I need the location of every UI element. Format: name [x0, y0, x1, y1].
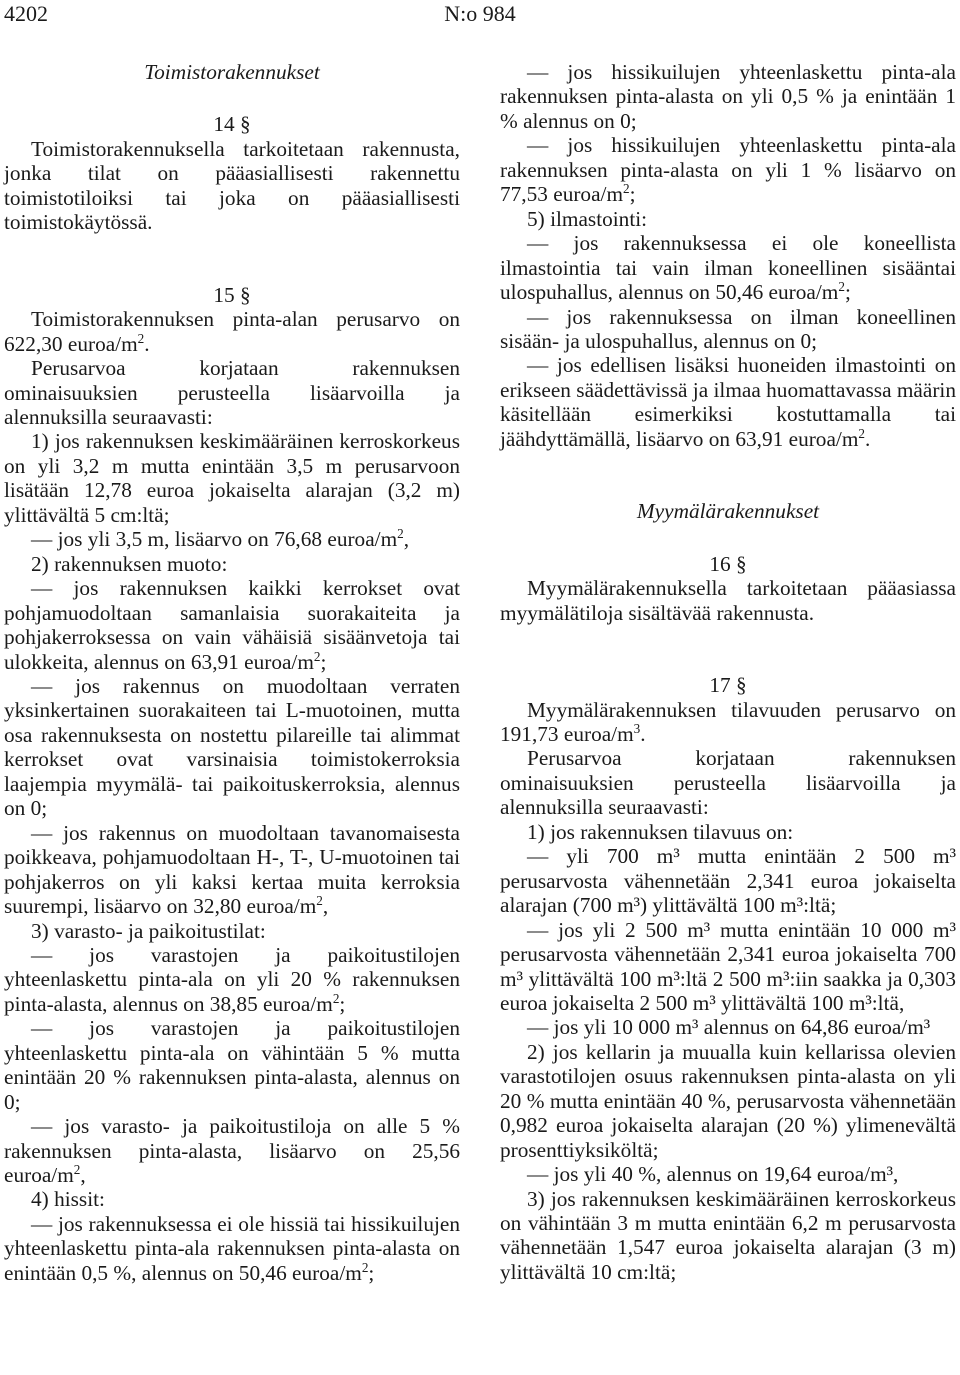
retail-item-1-sub-b: — jos yli 2 500 m³ mutta enintään 10 000 m³ perusarvosta vähennetään 2,341 euroa jokaiselta 700 m³ ylittävältä 100 m³:ltä 2 500 m³:iin saakka ja 0,303 euroa jokaiselta 2 500 m³ ylittävältä 100 m³:ltä, — [500, 917, 956, 1015]
section-17-base-value: Myymälärakennuksen tilavuuden perusarvo on 191,73 euroa/$m^3$. — [500, 697, 956, 746]
item-5-sub-b: — jos rakennuksessa on ilman koneellinen sisään- ja ulospuhallus, alennus on 0; — [500, 304, 956, 353]
retail-item-2-basement: 2) jos kellarin ja muualla kuin kellarissa olevien varastotilojen osuus rakennuksen pinta-alasta on yli 20 % mutta enintään 40 %, perusarvosta vähennetään 0,982 euroa jokaiselta alarajan (20 %) ylimenevältä prosenttiyksiköltä; — [500, 1039, 956, 1162]
item-4-elevators: 4) hissit: — [31, 1187, 105, 1212]
item-3-sub-c: — jos varasto- ja paikoitustiloja on alle 5 % rakennuksen pinta-alasta, lisäarvo on 25,56 euroa/$m^2$, — [4, 1114, 460, 1188]
section-15-base-value: Toimistorakennuksen pinta-alan perusarvo on 622,30 euroa/$m^2$. — [4, 307, 460, 356]
item-4-sub-c: — jos hissikuilujen yhteenlaskettu pinta-ala rakennuksen pinta-alasta on yli 1 % lisäarvo on 77,53 euroa/$m^2$; — [500, 133, 956, 207]
item-1-floor-height: 1) jos rakennuksen keskimääräinen kerroskorkeus on yli 3,2 m mutta enintään 3,5 m perusarvoon lisätään 12,78 euroa jokaiselta alarajan (3,2 m) ylittävältä 5 cm:ltä; — [4, 429, 460, 527]
retail-item-1-sub-c: — jos yli 10 000 m³ alennus on 64,86 euroa/m³ — [527, 1015, 931, 1040]
retail-item-3-floor-height: 3) jos rakennuksen keskimääräinen kerroskorkeus on vähintään 3 m mutta enintään 6,2 m perusarvosta vähennetään 1,547 euroa jokaiselta alarajan (3 m) ylittävältä 10 cm:ltä; — [500, 1186, 956, 1284]
retail-item-1-volume: 1) jos rakennuksen tilavuus on: — [527, 819, 794, 844]
item-1-sub-a: — jos yli 3,5 m, lisäarvo on 76,68 euroa/$m^2$, — [31, 526, 410, 552]
section-heading-retail: Myymälärakennukset — [636, 499, 820, 524]
item-5-sub-c: — jos edellisen lisäksi huoneiden ilmastointi on erikseen säädettävissä ja ilmaa huomattavassa määrin käsitellään esimerkiksi kostuttamalla tai jäähdyttämällä, lisäarvo on 63,91 euroa/$m^2$. — [500, 353, 956, 451]
section-15-intro: Perusarvoa korjataan rakennuksen ominaisuuksien perusteella lisäarvoilla ja alennuksilla seuraavasti: — [4, 356, 460, 429]
section-14-text: Toimistorakennuksella tarkoitetaan rakennusta, jonka tilat on pääasiallisesti rakennettu toimistotiloiksi tai joka on pääasiallisesti toimistokäytössä. — [4, 136, 460, 235]
item-5-sub-a: — jos rakennuksessa ei ole koneellista ilmastointia tai vain ilman koneellinen sisääntai ulospuhallus, alennus on 50,46 euroa/$m^2$; — [500, 231, 956, 305]
right-column — [500, 60, 956, 1284]
item-2-shape: 2) rakennuksen muoto: — [31, 551, 228, 576]
left-column — [4, 60, 460, 1285]
item-3-sub-a: — jos varastojen ja paikoitustilojen yhteenlaskettu pinta-ala on yli 20 % rakennuksen pinta-alasta, alennus on 38,85 euroa/$m^2$; — [4, 942, 460, 1016]
item-4-sub-a: — jos rakennuksessa ei ole hissiä tai hissikuilujen yhteenlaskettu pinta-ala rakennuksen pinta-alasta on enintään 0,5 %, alennus on 50,46 euroa/$m^2$; — [4, 1211, 460, 1285]
item-3-storage: 3) varasto- ja paikoitustilat: — [31, 918, 266, 943]
section-17-number: 17 § — [709, 673, 747, 698]
section-17-intro: Perusarvoa korjataan rakennuksen ominaisuuksien perusteella lisäarvoilla ja alennuksilla seuraavasti: — [500, 746, 956, 820]
document-number: N:o 984 — [444, 1, 516, 26]
page-number: 4202 — [4, 1, 48, 26]
item-2-sub-b: — jos rakennus on muodoltaan verraten yksinkertainen suorakaiteen tai L-muotoinen, mutta osa rakennuksesta on nostettu pilareille tai alimmat kerrokset ovat varsinaisia toimistokerroksia laajempia myymälä- tai paikoituskerroksia, alennus on 0; — [4, 673, 460, 821]
item-4-sub-b: — jos hissikuilujen yhteenlaskettu pinta-ala rakennuksen pinta-alasta on yli 0,5 % ja enintään 1 % alennus on 0; — [500, 60, 956, 133]
section-14-number: 14 § — [213, 112, 251, 137]
section-16-text: Myymälärakennuksella tarkoitetaan pääasiassa myymälätiloja sisältävää rakennusta. — [500, 576, 956, 625]
section-16-number: 16 § — [709, 551, 747, 576]
page-header — [4, 0, 956, 30]
item-3-sub-b: — jos varastojen ja paikoitustilojen yhteenlaskettu pinta-ala on vähintään 5 % mutta enintään 20 % rakennuksen pinta-alasta, alennus on 0; — [4, 1016, 460, 1114]
retail-item-2-sub-a: — jos yli 40 %, alennus on 19,64 euroa/m³, — [527, 1162, 899, 1187]
item-2-sub-c: — jos rakennus on muodoltaan tavanomaisesta poikkeava, pohjamuodoltaan H-, T-, U-muotoinen tai pohjakerros on yli kaksi kertaa muita kerroksia suurempi, lisäarvo on 32,80 euroa/$m^2$, — [4, 820, 460, 919]
section-heading-office: Toimistorakennukset — [144, 60, 320, 84]
section-15-number: 15 § — [213, 282, 251, 307]
item-2-sub-a: — jos rakennuksen kaikki kerrokset ovat pohjamuodoltaan samanlaisia suorakaiteita ja pohjakerroksessa on vain vähäisiä sisäänvetoja tai ulokkeita, alennus on 63,91 euroa/$m^2$; — [4, 576, 460, 674]
retail-item-1-sub-a: — yli 700 m³ mutta enintään 2 500 m³ perusarvosta vähennetään 2,341 euroa jokaiselta alarajan (700 m³) ylittävältä 100 m³:ltä; — [500, 844, 956, 918]
item-5-ventilation: 5) ilmastointi: — [527, 206, 648, 231]
